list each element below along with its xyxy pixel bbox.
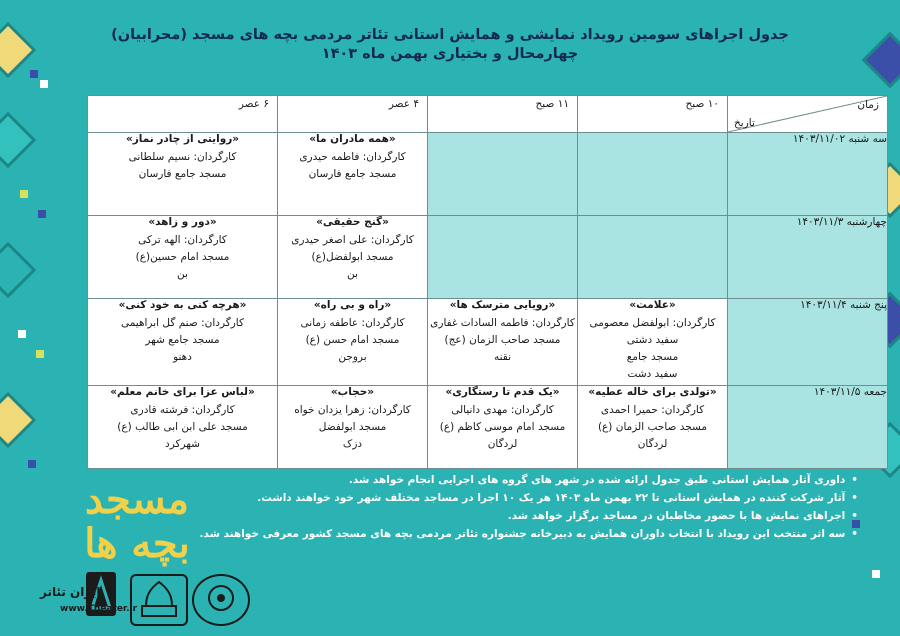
performance-detail: نقنه — [493, 351, 512, 363]
performance-detail: مسجد علی ابن ابی طالب (ع) — [117, 421, 248, 433]
note-item: • سه اثر منتخب این رویداد با انتخاب داوران همایش به دبیرخانه جشنواره تئاتر مردمی بچه های مسجد کشور معرفی خواهند شد. — [218, 528, 858, 540]
note-item: • آثار شرکت کننده در همایش استانی تا ۲۲ بهمن ماه ۱۴۰۳ هر یک ۱۰ اجرا در مساجد مختلف شهر خود خواهند داشت. — [218, 492, 858, 504]
note-item: • اجراهای نمایش ها با حضور مخاطبان در مساجد برگزار خواهد شد. — [218, 510, 858, 522]
performance-detail: مسجد امام حسین(ع) — [135, 251, 230, 263]
performance-title: «راه و بی راه» — [313, 299, 392, 311]
empty-slot — [578, 133, 728, 216]
footer-logos — [0, 570, 260, 636]
performance-detail: مسجد ابولفضل — [318, 421, 387, 433]
performance-detail: سفید دشت — [627, 368, 678, 380]
performance-detail: کارگردان: عاطفه زمانی — [300, 317, 405, 329]
ministry-emblem-icon — [192, 574, 250, 626]
header-10am: ۱۰ صبح — [578, 96, 728, 133]
performance-detail: مسجد ابولفضل(ع) — [311, 251, 394, 263]
logo-line-1: مسجد — [85, 476, 189, 523]
website-link[interactable]: www.Theater.ir — [60, 604, 138, 614]
performance-cell — [578, 299, 728, 386]
performance-cell — [428, 386, 578, 469]
performance-title: «روایتی از چادر نماز» — [125, 133, 240, 145]
performance-cell — [428, 299, 578, 386]
performance-detail: کارگردان: زهرا یزدان خواه — [294, 404, 411, 416]
performance-detail: کارگردان: حمیرا احمدی — [600, 404, 705, 416]
performance-detail: مسجد جامع شهر — [145, 334, 220, 346]
performance-detail: کارگردان: صنم گل ابراهیمی — [120, 317, 245, 329]
performance-cell — [88, 386, 278, 469]
empty-slot — [428, 133, 578, 216]
performance-title: «لباس عزا برای خانم معلم» — [110, 386, 255, 398]
header-11am: ۱۱ صبح — [428, 96, 578, 133]
performance-cell — [88, 133, 278, 216]
performance-detail: دزک — [342, 438, 363, 450]
empty-slot — [428, 216, 578, 299]
performance-detail: کارگردان: الهه ترکی — [138, 234, 227, 246]
performance-detail: کارگردان: مهدی دانیالی — [451, 404, 554, 416]
header-6pm: ۶ عصر — [88, 96, 278, 133]
row-date: سه شنبه ۱۴۰۳/۱۱/۰۲ — [728, 133, 888, 216]
festival-logo — [52, 478, 222, 568]
performance-title: «تولدی برای خاله عطیه» — [588, 386, 717, 398]
performance-title: «یک قدم تا رستگاری» — [445, 386, 560, 398]
performance-detail: مسجد صاحب الزمان (عج) — [444, 334, 561, 346]
performance-detail: بروجن — [338, 351, 367, 363]
performance-cell — [278, 386, 428, 469]
performance-title: «گنج حقیقی» — [316, 216, 389, 228]
table-row — [88, 386, 888, 469]
performance-title: «همه مادران ما» — [309, 133, 396, 145]
notes-list — [199, 474, 858, 546]
title-line-2: چهارمحال و بختیاری بهمن ماه ۱۴۰۳ — [321, 46, 579, 62]
performance-title: «هرچه کنی به خود کنی» — [118, 299, 247, 311]
corner-time-label: زمان — [857, 99, 879, 111]
schedule-table — [87, 95, 888, 469]
performance-cell — [88, 299, 278, 386]
performance-detail: کارگردان: فرشته قادری — [130, 404, 235, 416]
performance-detail: بن — [347, 268, 358, 280]
title-line-1: جدول اجراهای سومین رویداد نمایشی و همایش استانی تئاتر مردمی بچه های مسجد (محرابیان) — [111, 27, 789, 43]
table-row — [88, 133, 888, 216]
row-date: جمعه ۱۴۰۳/۱۱/۵ — [728, 386, 888, 469]
performance-detail: مسجد جامع — [626, 351, 679, 363]
performance-cell — [278, 299, 428, 386]
iran-theater-brand: ایران تئاتر — [40, 585, 101, 599]
performance-detail: کارگردان: نسیم سلطانی — [128, 151, 237, 163]
performance-cell — [88, 216, 278, 299]
performance-detail: لردگان — [487, 438, 518, 450]
performance-detail: لردگان — [637, 438, 668, 450]
performance-detail: کارگردان: فاطمه حیدری — [299, 151, 406, 163]
table-row — [88, 299, 888, 386]
performance-cell — [578, 386, 728, 469]
performance-cell — [278, 216, 428, 299]
header-row — [88, 96, 888, 133]
empty-slot — [578, 216, 728, 299]
performance-detail: بن — [177, 268, 188, 280]
row-date: چهارشنبه ۱۴۰۳/۱۱/۳ — [728, 216, 888, 299]
corner-date-label: تاریخ — [734, 117, 755, 129]
note-item: • داوری آثار همایش استانی طبق جدول ارائه شده در شهر های گروه های اجرایی انجام خواهد شد. — [218, 474, 858, 486]
mosque-emblem-icon — [130, 574, 188, 626]
performance-detail: مسجد جامع فارسان — [138, 168, 227, 180]
performance-title: «دور و زاهد» — [148, 216, 217, 228]
corner-header — [728, 96, 888, 133]
table-row — [88, 216, 888, 299]
performance-detail: کارگردان: ابولفضل معصومی — [589, 317, 716, 329]
performance-detail: مسجد امام موسی کاظم (ع) — [439, 421, 566, 433]
performance-title: «حجاب» — [330, 386, 375, 398]
performance-detail: سفید دشتی — [626, 334, 679, 346]
performance-cell — [278, 133, 428, 216]
row-date: پنج شنبه ۱۴۰۳/۱۱/۴ — [728, 299, 888, 386]
performance-title: «علامت» — [629, 299, 676, 311]
performance-detail: مسجد صاحب الزمان (ع) — [597, 421, 708, 433]
poster-title — [110, 26, 790, 64]
logo-line-2: بچه ها — [84, 520, 190, 567]
performance-detail: شهرکرد — [165, 438, 200, 450]
performance-detail: دهنو — [173, 351, 192, 363]
performance-detail: مسجد امام حسن (ع) — [305, 334, 400, 346]
performance-detail: مسجد جامع فارسان — [308, 168, 397, 180]
performance-detail: کارگردان: فاطمه السادات غفاری — [430, 317, 575, 329]
performance-detail: کارگردان: علی اصغر حیدری — [291, 234, 414, 246]
performance-title: «رویایی مترسک ها» — [449, 299, 556, 311]
header-4pm: ۴ عصر — [278, 96, 428, 133]
